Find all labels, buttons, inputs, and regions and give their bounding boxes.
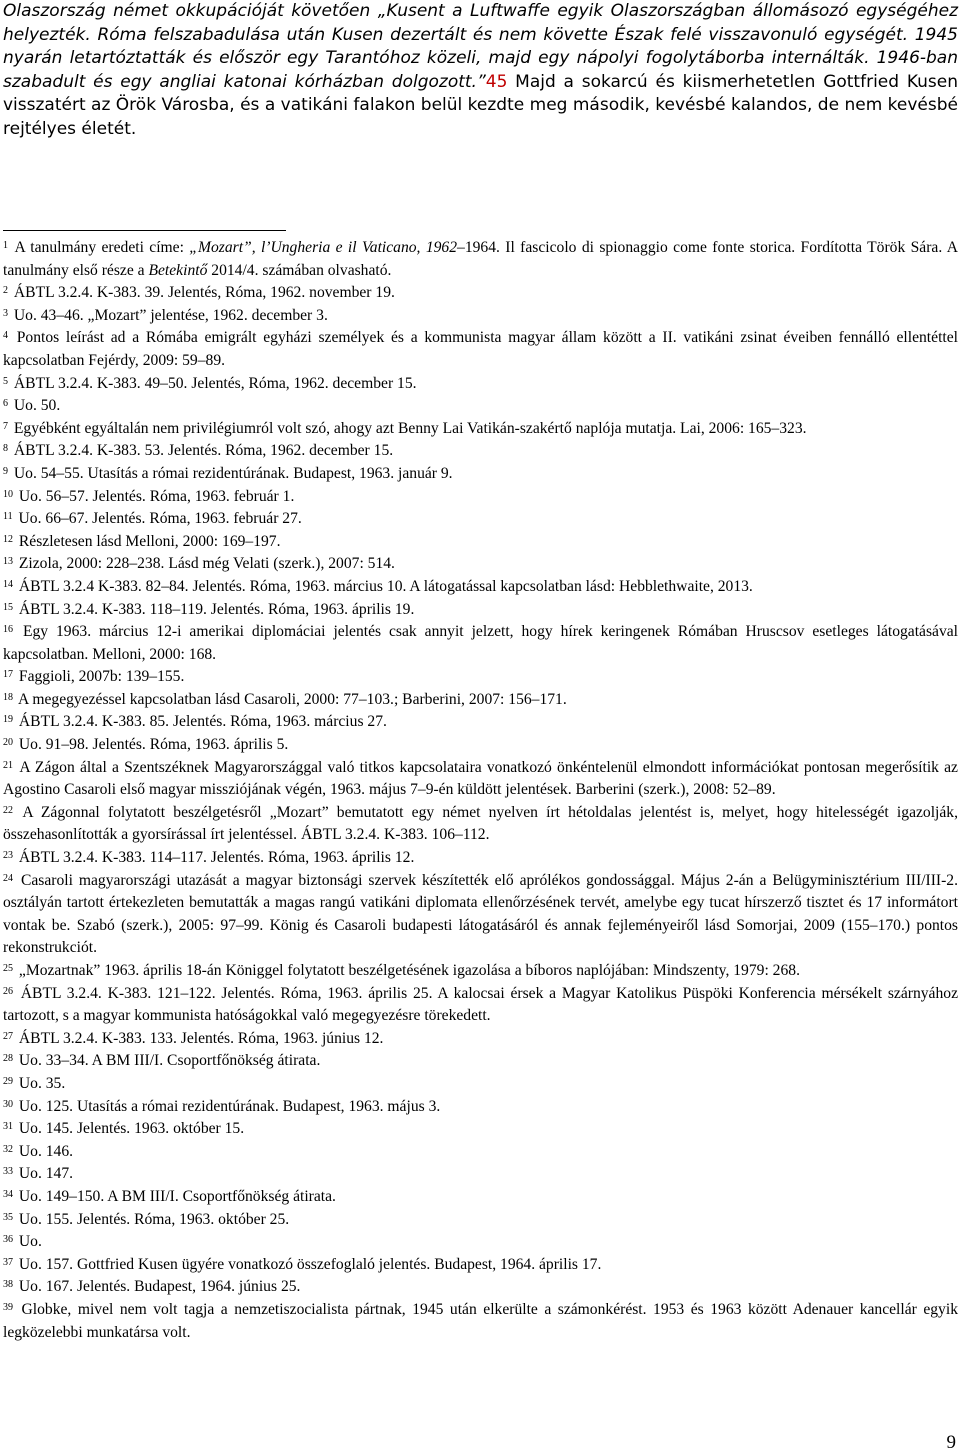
footnote	[3, 553, 958, 576]
footnote-text: Uo. 157. Gottfried Kusen ügyére vonatkozó összefoglaló jelentés. Budapest, 1964. április 17.	[18, 1255, 602, 1273]
footnote-text: Uo. 43–46. „Mozart” jelentése, 1962. december 3.	[13, 306, 328, 324]
footnotes-section	[3, 237, 958, 1344]
footnote-text: Uo. 149–150. A BM III/I. Csoportfőnökség átirata.	[18, 1187, 336, 1205]
footnote-text: Uo. 35.	[18, 1074, 66, 1092]
footnote-number: 8	[3, 443, 8, 455]
footnote	[3, 599, 958, 622]
italic-quote: Olaszország német okkupációját követően „Kusent a Luftwaffe egyik Olaszországban állomásozó egységéhez helyezték. Róma felszabadulása után Kusen dezertált és nem követte Észak felé visszavonuló egységét. 1945 nyarán letartóztatták és először egy Tarantóhoz közeli, majd egy nápolyi fogolytáborba internálták. 1946-ban szabadult és egy angliai katonai kórházban dolgozott.”	[3, 1, 958, 92]
footnote-text: Uo. 66–67. Jelentés. Róma, 1963. február 27.	[18, 510, 302, 528]
footnote-text: Uo. 146.	[18, 1142, 74, 1160]
footnote-number: 32	[3, 1143, 13, 1155]
footnote	[3, 531, 958, 554]
footnote	[3, 757, 958, 802]
footnote-text: ÁBTL 3.2.4. K-383. 114–117. Jelentés. Róma, 1963. április 12.	[18, 849, 415, 867]
footnote-number: 10	[3, 488, 13, 500]
footnote-reference[interactable]: 45	[485, 71, 508, 92]
footnote-text: ÁBTL 3.2.4. K-383. 53. Jelentés. Róma, 1962. december 15.	[13, 442, 394, 460]
footnote-text: Uo. 167. Jelentés. Budapest, 1964. június 25.	[18, 1278, 301, 1296]
footnote	[3, 983, 958, 1028]
footnote-number: 12	[3, 533, 13, 545]
footnote-number: 21	[3, 759, 13, 771]
footnote-text: A Zágon által a Szentszéknek Magyarországgal való titkos kapcsolataira vonatkozó önkéntelenül elmondott információkat pontosan megerősítik az Agostino Casaroli első magyar missziójának végén, 1963. május 7–9-én küldött jelentések. Barberini (szerk.), 2008: 52–89.	[3, 758, 958, 799]
footnote	[3, 373, 958, 396]
footnote	[3, 1299, 958, 1344]
footnote-text: Pontos leírást ad a Rómába emigrált egyházi személyek és a kommunista magyar állam között a II. vatikáni zsinat éveiben fennálló ellentéttel kapcsolatban Fejérdy, 2009: 59–89.	[3, 329, 958, 369]
footnote-text: Uo.	[18, 1233, 42, 1251]
footnote-text: Uo. 91–98. Jelentés. Róma, 1963. április 5.	[18, 736, 289, 754]
footnote	[3, 1141, 958, 1164]
footnote-number: 22	[3, 804, 13, 816]
footnote-text: Uo. 125. Utasítás a római rezidentúrának. Budapest, 1963. május 3.	[18, 1097, 441, 1115]
footnote-number: 16	[3, 624, 13, 636]
footnote-number: 37	[3, 1256, 13, 1268]
footnote-text: „Mozartnak” 1963. április 18-án Königgel folytatott beszélgetésének igazolása a bíboros naplójában: Mindszenty, 1979: 268.	[18, 962, 800, 979]
footnote	[3, 282, 958, 305]
footnote-number: 35	[3, 1211, 13, 1223]
footnote-text: ÁBTL 3.2.4. K-383. 118–119. Jelentés. Róma, 1963. április 19.	[18, 600, 415, 618]
footnote	[3, 508, 958, 531]
footnote-text: ÁBTL 3.2.4. K-383. 49–50. Jelentés, Róma, 1962. december 15.	[13, 374, 417, 392]
footnote	[3, 1096, 958, 1119]
footnote	[3, 1050, 958, 1073]
page-number: 9	[946, 1432, 956, 1453]
footnote-number: 6	[3, 398, 8, 410]
footnote-number: 14	[3, 578, 13, 590]
footnote-number: 23	[3, 850, 13, 862]
footnote	[3, 960, 958, 983]
footnote	[3, 1231, 958, 1254]
footnote-number: 34	[3, 1188, 13, 1200]
footnote-number: 15	[3, 601, 13, 613]
footnote-number: 26	[3, 985, 13, 997]
footnote-number: 30	[3, 1098, 13, 1110]
footnote-text: Uo. 33–34. A BM III/I. Csoportfőnökség átirata.	[18, 1052, 321, 1070]
footnote-number: 19	[3, 714, 13, 726]
footnote	[3, 1186, 958, 1209]
footnote	[3, 1254, 958, 1277]
main-paragraph	[3, 0, 958, 141]
footnote-text: Uo. 145. Jelentés. 1963. október 15.	[18, 1120, 245, 1138]
footnote-text: Részletesen lásd Melloni, 2000: 169–197.	[18, 532, 281, 550]
footnote-text: Uo. 155. Jelentés. Róma, 1963. október 25.	[18, 1210, 290, 1228]
footnote	[3, 802, 958, 847]
footnote-separator	[3, 230, 286, 231]
footnote-number: 25	[3, 963, 13, 974]
footnote-text: A megegyezéssel kapcsolatban lásd Casaroli, 2000: 77–103.; Barberini, 2007: 156–171.	[18, 690, 567, 708]
footnote-text: Egyébként egyáltalán nem privilégiumról volt szó, ahogy azt Benny Lai Vatikán-szakértő naplója mutatja. Lai, 2006: 165–323.	[13, 419, 807, 437]
footnote: $^1$ A tanulmány eredeti címe: „Mozart”, l’Ungheria e il Vaticano, 1962–1964. Il fascicolo di spionaggio come fonte storica. Fordította Török Sára. A tanulmány első része a Betekintő 2014/4. számában olvasható.	[3, 239, 958, 279]
footnote-number: 17	[3, 669, 13, 681]
footnote-text: Globke, mivel nem volt tagja a nemzetiszocialista pártnak, 1945 után elkerülte a számonkérést. 1953 és 1963 között Adenauer kancellár egyik legközelebbi munkatársa volt.	[3, 1300, 958, 1341]
footnote-text: Egy 1963. március 12-i amerikai diplomáciai jelentés csak annyit jelzett, hogy hírek keringenek Rómában Hruscsov esetleges látogatásával kapcsolatban. Melloni, 2000: 168.	[3, 623, 959, 663]
footnote	[3, 327, 958, 372]
footnote-number: 27	[3, 1030, 13, 1042]
footnote-number: 18	[3, 691, 13, 703]
footnote	[3, 576, 958, 599]
footnote-text: Casaroli magyarországi utazását a magyar biztonsági szervek készítették elő aprólékos gondossággal. Május 2-án a Belügyminisztérium III/III-2. osztályán tartott értekezleten bemutatták a magas rangú vatikáni diplomata ellenőrzésének tervét, amelybe egy tucat hírszerző tisztet és 17 informátort vontak be. Szabó (szerk.), 2005: 97–99. König és Casaroli budapesti látogatásáról és annak fejleményeiről lásd Somorjai, 2009 (155–170.) pontos rekonstrukciót.	[3, 871, 958, 957]
footnote-number: 13	[3, 556, 13, 568]
footnote	[3, 1073, 958, 1096]
footnote-text: Faggioli, 2007b: 139–155.	[18, 668, 185, 686]
footnote-number: 38	[3, 1279, 13, 1291]
footnote-text: Uo. 56–57. Jelentés. Róma, 1963. február 1.	[18, 487, 295, 505]
footnote-number: 36	[3, 1234, 13, 1246]
footnote	[3, 305, 958, 328]
footnote	[3, 418, 958, 441]
paragraph-continuation: Majd a sokarcú és kiismerhetetlen Gottfried Kusen visszatért az Örök Városba, és a vatikáni falakon belül kezdte meg második, kevésbé kalandos, de nem kevésbé rejtélyes életét.	[3, 71, 958, 139]
footnote-number: 2	[3, 285, 8, 297]
footnote-text: ÁBTL 3.2.4. K-383. 121–122. Jelentés. Róma, 1963. április 25. A kalocsai érsek a Magyar Katolikus Püspöki Konferencia mérsékelt szárnyához tartozott, s a magyar kommunista hatóságokkal való megegyezésre törekedett.	[3, 984, 958, 1025]
footnote-number: 3	[3, 307, 8, 319]
footnote	[3, 847, 958, 870]
footnote	[3, 1276, 958, 1299]
footnote	[3, 486, 958, 509]
footnote-number: 5	[3, 375, 8, 387]
footnote-number: 39	[3, 1301, 13, 1313]
footnote	[3, 689, 958, 712]
footnote	[3, 463, 958, 486]
footnote	[3, 870, 958, 960]
footnote	[3, 666, 958, 689]
footnote-number: 29	[3, 1075, 13, 1087]
footnote-number: 1	[3, 240, 8, 251]
footnote-number: 4	[3, 330, 8, 342]
footnote-number: 31	[3, 1121, 13, 1133]
footnote-text: ÁBTL 3.2.4. K-383. 85. Jelentés. Róma, 1963. március 27.	[18, 713, 387, 731]
footnote-text: ÁBTL 3.2.4. K-383. 39. Jelentés, Róma, 1962. november 19.	[13, 284, 395, 302]
footnote-number: 28	[3, 1053, 13, 1065]
footnote-text: Uo. 147.	[18, 1165, 74, 1183]
footnote	[3, 1163, 958, 1186]
footnote-number: 7	[3, 420, 8, 432]
footnote-number: 24	[3, 872, 13, 884]
footnote	[3, 621, 958, 666]
footnote-number: 20	[3, 737, 13, 749]
footnote	[3, 1028, 958, 1051]
footnote	[3, 1118, 958, 1141]
footnote	[3, 711, 958, 734]
footnote	[3, 734, 958, 757]
footnote	[3, 440, 958, 463]
footnote-text: Uo. 54–55. Utasítás a római rezidentúrának. Budapest, 1963. január 9.	[13, 464, 453, 482]
footnote-number: 33	[3, 1166, 13, 1178]
footnote	[3, 395, 958, 418]
footnote-list	[3, 282, 958, 1344]
footnote-text: ÁBTL 3.2.4. K-383. 133. Jelentés. Róma, 1963. június 12.	[18, 1029, 384, 1047]
footnote-text: Zizola, 2000: 228–238. Lásd még Velati (szerk.), 2007: 514.	[18, 555, 395, 573]
footnote	[3, 1209, 958, 1232]
footnote-text: Uo. 50.	[13, 397, 61, 415]
footnote-number: 11	[3, 511, 13, 523]
footnote-number: 9	[3, 465, 8, 477]
footnote-text: ÁBTL 3.2.4 K-383. 82–84. Jelentés. Róma, 1963. március 10. A látogatással kapcsolatban lásd: Hebblethwaite, 2013.	[18, 577, 753, 595]
footnote-text: A Zágonnal folytatott beszélgetésről „Mozart” bemutatott egy német nyelven írt hétoldalas jelentést is, melyet, hogy hitelességét igazolják, összehasonlították a gyorsírással írt jelentéssel. ÁBTL 3.2.4. K-383. 106–112.	[3, 803, 958, 844]
